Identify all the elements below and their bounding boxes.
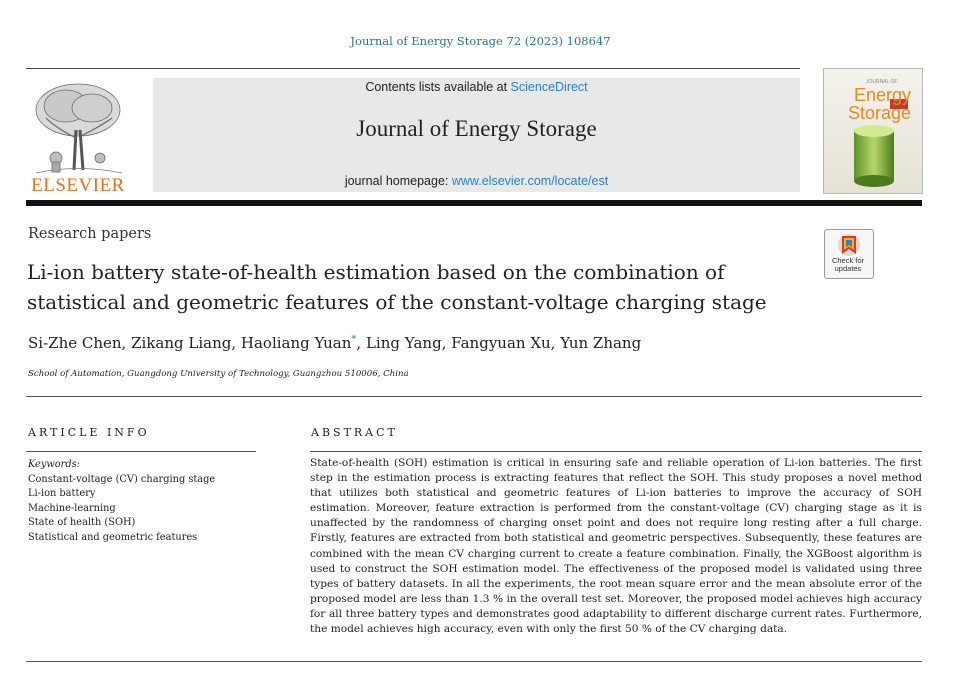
cover-small-title: JOURNAL OF [866, 79, 898, 85]
keyword-item: Li-ion battery [28, 488, 96, 500]
keyword-item: Machine-learning [28, 502, 116, 514]
corresponding-author-marker[interactable]: * [351, 334, 357, 345]
contents-line [153, 80, 800, 94]
keyword-item: State of health (SOH) [28, 517, 136, 529]
abstract-text: State-of-health (SOH) estimation is critical in ensuring safe and reliable operation of Li-ion batteries. The first step in the estimation process is extracting features that reflect the SOH. This study proposes a novel method that utilizes both statistical and geometric features of Li-ion batteries to improve the accuracy of SOH estimation. Moreover, feature extraction is performed from the constant-voltage (CV) charging stage as it is unaffected by the randomness of charging onset point and does not require long resting after a full charge. Firstly, features are extracted from both statistical and geometric perspectives. Subsequently, these features are combined with the mean CV charging current to create a feature combination. Finally, the XGBoost algorithm is used to construct the SOH estimation model. The effectiveness of the proposed model is validated using three types of battery datasets. In all the experiments, the root mean square error and the mean absolute error of the proposed model are less than 1.3 % in the overall test set. Moreover, the proposed model achieves high accuracy for all three battery types and demonstrates good adaptability to different discharge current rates. Furthermore, the model achieves high accuracy, even with only the first 50 % of the CV charging data. [310, 457, 922, 636]
header-rule [26, 68, 800, 69]
author-link[interactable]: Yun Zhang [560, 334, 642, 352]
homepage-prefix: journal homepage: [344, 174, 452, 188]
author-link[interactable]: Si-Zhe Chen [28, 334, 122, 352]
article-info-heading: ARTICLE INFO [28, 426, 150, 439]
homepage-link[interactable]: www.elsevier.com/locate/est [451, 174, 609, 188]
keyword-item: Constant-voltage (CV) charging stage [28, 473, 216, 485]
author-separator: , [550, 334, 561, 352]
journal-cover-image[interactable] [823, 68, 923, 194]
header-thick-divider [26, 200, 922, 206]
author-link[interactable]: Fangyuan Xu [451, 334, 551, 352]
section-divider [26, 396, 922, 397]
footer-divider [26, 661, 922, 662]
author-separator: , [231, 334, 241, 352]
check-updates-line2: updates [834, 264, 862, 273]
author-separator: , [356, 334, 366, 352]
author-link[interactable]: Ling Yang [365, 334, 442, 352]
contents-prefix: Contents lists available at [365, 80, 511, 94]
author-list [28, 334, 641, 352]
author-link[interactable]: Haoliang Yuan [240, 334, 352, 352]
abstract-heading: ABSTRACT [311, 426, 398, 439]
homepage-line [153, 174, 800, 188]
article-title-line2: statistical and geometric features of the constant-voltage charging stage [27, 290, 767, 314]
abstract-rule [310, 451, 922, 452]
author-separator: , [121, 334, 132, 352]
keyword-item: Statistical and geometric features [28, 531, 198, 543]
check-for-updates-label [824, 257, 872, 273]
publisher-wordmark: ELSEVIER [31, 175, 125, 196]
article-info-rule [26, 451, 256, 452]
cover-title-energy: Energy [854, 85, 912, 105]
article-section-type: Research papers [28, 226, 152, 242]
keywords-label: Keywords: [28, 459, 80, 470]
author-affiliation: School of Automation, Guangdong University of Technology, Guangzhou 510006, China [28, 369, 409, 379]
sciencedirect-link[interactable]: ScienceDirect [510, 80, 588, 94]
check-updates-line1: Check for [831, 256, 865, 265]
article-title-line1: Li-ion battery state-of-health estimation based on the combination of [27, 260, 725, 284]
keywords-block [28, 458, 215, 546]
author-separator: , [441, 334, 452, 352]
article-title [27, 257, 807, 317]
journal-citation[interactable]: Journal of Energy Storage 72 (2023) 108647 [350, 34, 611, 48]
journal-title: Journal of Energy Storage [356, 116, 597, 141]
cover-title-storage: Storage [848, 103, 912, 123]
author-link[interactable]: Zikang Liang [131, 334, 232, 352]
